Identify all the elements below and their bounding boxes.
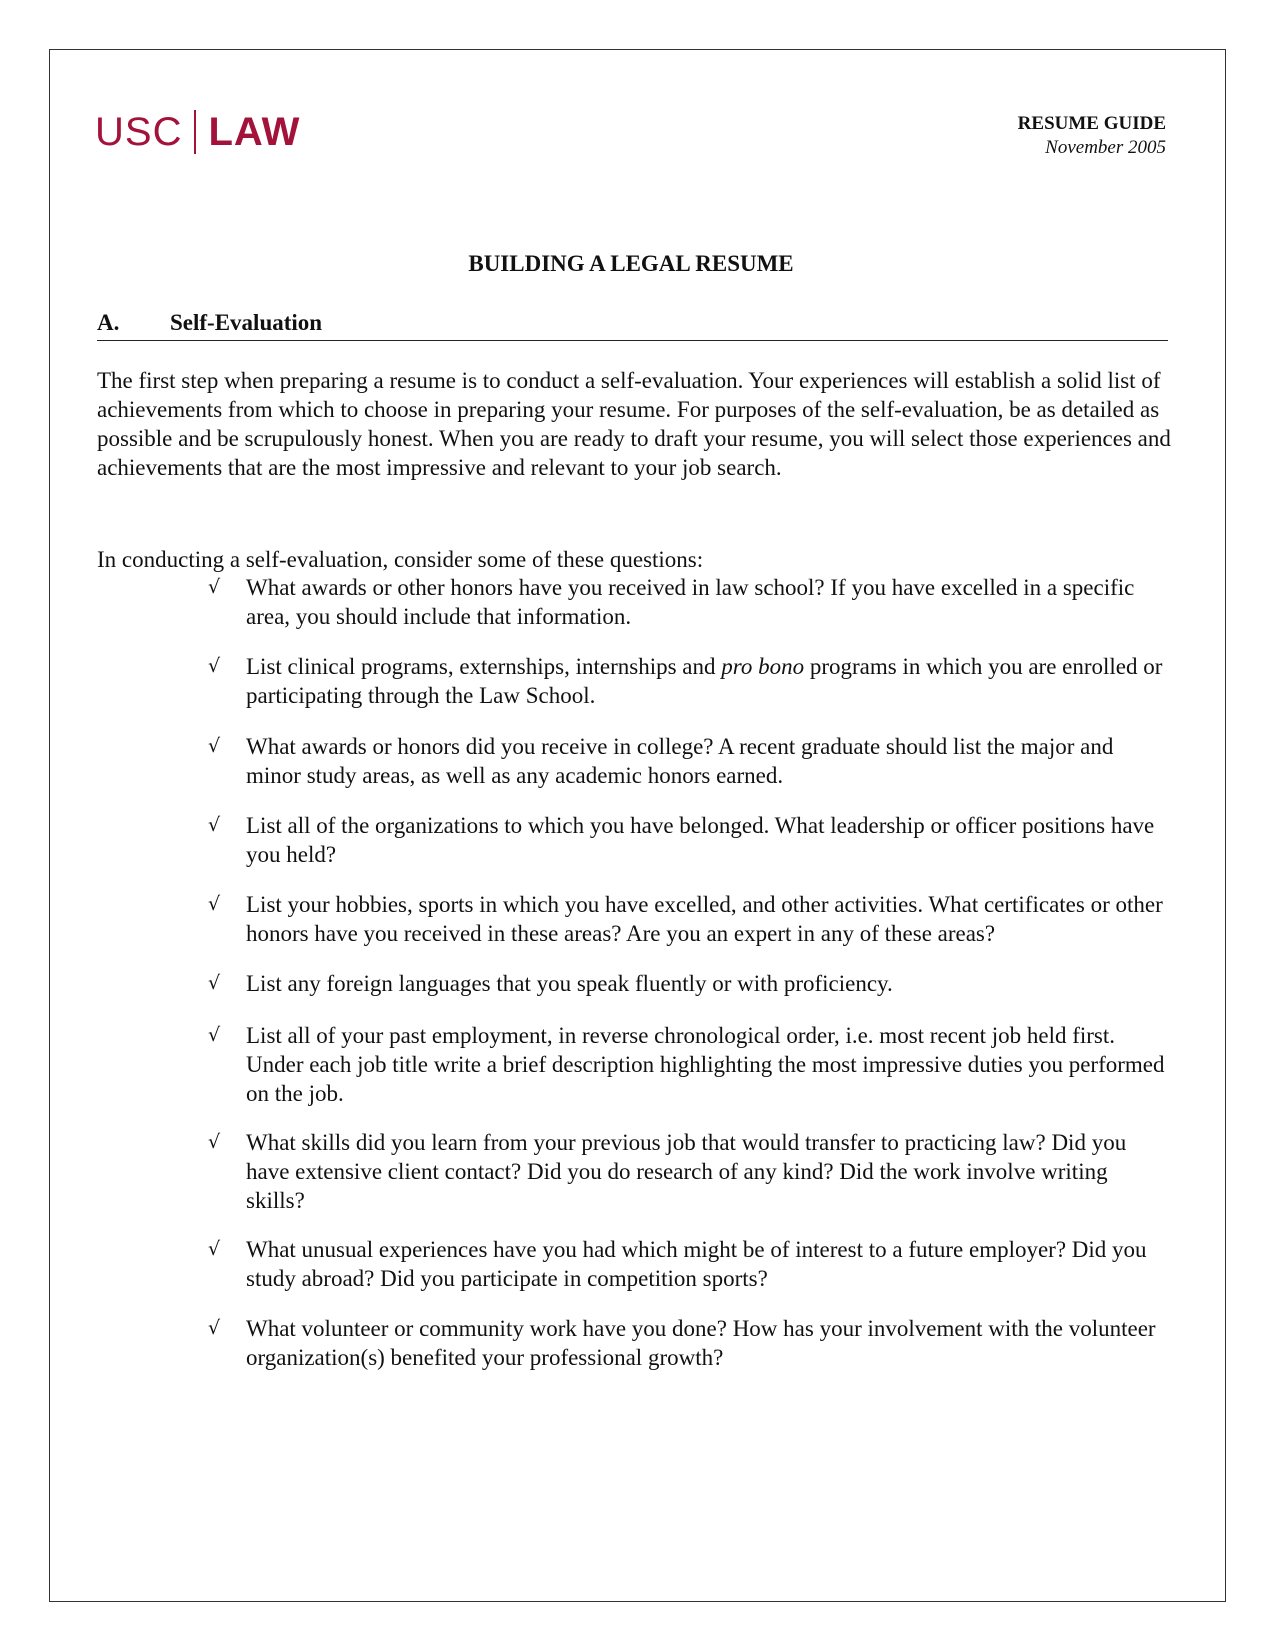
list-item-text: What awards or other honors have you received in law school? If you have excelled in a specific area, you should include that information. xyxy=(246,575,1135,629)
checkmark-icon: √ xyxy=(208,655,221,677)
list-item-text xyxy=(246,652,1171,710)
logo-divider xyxy=(194,110,196,154)
list-item-text: What unusual experiences have you had which might be of interest to a future employer? Did you study abroad? Did you participate in competition sports? xyxy=(246,1237,1147,1291)
list-item-text: List all of your past employment, in reverse chronological order, i.e. most recent job held first. Under each job title write a brief description highlighting the most impressive duties you performed on the job. xyxy=(246,1023,1165,1106)
checkmark-icon: √ xyxy=(208,814,221,836)
checkmark-icon: √ xyxy=(208,1238,221,1260)
checkmark-icon: √ xyxy=(208,735,221,757)
intro-paragraph: The first step when preparing a resume is to conduct a self-evaluation. Your experiences will establish a solid list of achievements from which to choose in preparing your resume. For purposes of the self-evaluation, be as detailed as possible and be scrupulously honest. When you are ready to draft your resume, you will select those experiences and achievements that are the most impressive and relevant to your job search. xyxy=(97,368,1171,480)
list-item-italic-text: pro bono xyxy=(721,654,805,679)
usc-law-logo xyxy=(95,108,300,156)
list-item-text: What skills did you learn from your previous job that would transfer to practicing law? Did you have extensive client contact? Did you do research of any kind? Did the work involve writing skills? xyxy=(246,1130,1127,1213)
guide-title: RESUME GUIDE xyxy=(1017,113,1166,134)
list-item-text-part: List clinical programs, externships, internships and xyxy=(246,654,722,679)
checkmark-icon: √ xyxy=(208,972,221,994)
logo-law-text: LAW xyxy=(208,109,301,154)
checkmark-icon: √ xyxy=(208,1024,221,1046)
list-item-text: What volunteer or community work have you done? How has your involvement with the volunteer organization(s) benefited your professional growth? xyxy=(246,1316,1156,1370)
logo-usc-text: USC xyxy=(95,109,183,154)
lead-paragraph: In conducting a self-evaluation, consider some of these questions: xyxy=(97,547,704,572)
list-item-text: List all of the organizations to which you have belonged. What leadership or officer positions have you held? xyxy=(246,813,1155,867)
document-header-info xyxy=(1018,112,1166,160)
section-letter: A. xyxy=(97,310,120,335)
list-item-text: List your hobbies, sports in which you have excelled, and other activities. What certificates or other honors have you received in these areas? Are you an expert in any of these areas? xyxy=(246,892,1163,946)
list-item-text: What awards or honors did you receive in college? A recent graduate should list the major and minor study areas, as well as any academic honors earned. xyxy=(246,734,1114,788)
checkmark-icon: √ xyxy=(208,1317,221,1339)
checkmark-icon: √ xyxy=(208,576,221,598)
list-item-text: List any foreign languages that you speak fluently or with proficiency. xyxy=(246,971,893,996)
list-item-text-part: programs in which you are enrolled or participating through the Law School. xyxy=(246,654,1163,708)
checkmark-icon: √ xyxy=(208,893,221,915)
guide-date: November 2005 xyxy=(1045,137,1166,158)
section-heading xyxy=(97,309,1168,341)
page-title: BUILDING A LEGAL RESUME xyxy=(468,251,794,276)
checkmark-icon: √ xyxy=(208,1131,221,1153)
section-name: Self-Evaluation xyxy=(170,310,323,335)
